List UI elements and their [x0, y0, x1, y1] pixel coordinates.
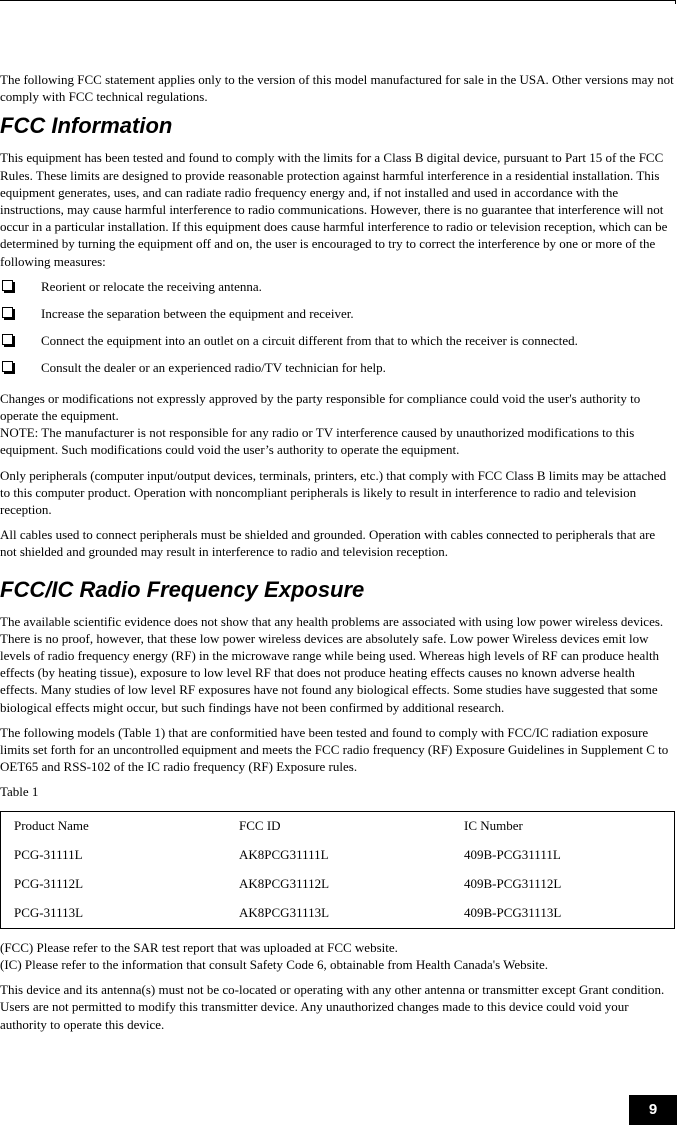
table-header-row	[1, 811, 675, 841]
list-item	[0, 305, 675, 332]
peripherals-paragraph: Only peripherals (computer input/output devices, terminals, printers, etc.) that comply with FCC Class B limits may be attached to this computer product. Operation with noncompliant peripherals is likely to result in interference to radio and television reception.	[0, 467, 667, 518]
fcc-sar-note: (FCC) Please refer to the SAR test report that was uploaded at FCC website.	[0, 939, 398, 955]
table-row	[1, 841, 675, 870]
changes-paragraph: Changes or modifications not expressly approved by the party responsible for compliance could void the user's authority to operate the equipment.	[0, 390, 641, 424]
table-row	[1, 870, 675, 899]
column-header-ic-number: IC Number	[464, 818, 523, 834]
product-name-cell: PCG-31112L	[14, 876, 84, 892]
checkbox-bullet-icon	[2, 361, 13, 372]
intro-paragraph: The following FCC statement applies only to the version of this model manufactured for sale in the USA. Other versions may not comply with FCC technical regulations.	[0, 72, 674, 105]
ic-sar-note: (IC) Please refer to the information that consult Safety Code 6, obtainable from Health Canada's Website.	[0, 956, 548, 972]
models-table	[0, 811, 675, 929]
top-rule-tick	[675, 0, 676, 4]
fcc-id-cell: AK8PCG31111L	[239, 847, 329, 863]
measure-text: Increase the separation between the equipment and receiver.	[41, 305, 354, 321]
models-paragraph: The following models (Table 1) that are conformitied have been tested and found to comply with FCC/IC radiation exposure limits set forth for an uncontrolled equipment and meets the FCC radio frequency (RF) Exposure Guidelines in Supplement C to OET65 and RSS-102 of the IC radio frequency (RF) Exposure rules.	[0, 724, 669, 775]
measure-text: Reorient or relocate the receiving antenna.	[41, 278, 262, 294]
colocation-paragraph: This device and its antenna(s) must not be co-located or operating with any other antenna or transmitter except Grant condition. Users are not permitted to modify this transmitter device. Any unauthorized changes made to this device could void your authority to operate this device.	[0, 982, 665, 1032]
rf-exposure-heading: FCC/IC Radio Frequency Exposure	[0, 576, 365, 602]
measures-list	[0, 278, 675, 386]
ic-number-cell: 409B-PCG31112L	[464, 876, 562, 892]
fcc-id-cell: AK8PCG31112L	[239, 876, 330, 892]
product-name-cell: PCG-31111L	[14, 847, 83, 863]
fcc-compliance-paragraph: This equipment has been tested and found to comply with the limits for a Class B digital device, pursuant to Part 15 of the FCC Rules. These limits are designed to provide reasonable protection against harmful interference in a residential installation. This equipment generates, uses, and can radiate radio frequency energy and, if not installed and used in accordance with the instructions, may cause harmful interference to radio communications. However, there is no guarantee that interference will not occur in a particular installation. If this equipment does cause harmful interference to radio or television reception, which can be determined by turning the equipment off and on, the user is encouraged to try to correct the interference by one or more of the following measures:	[0, 150, 668, 269]
fcc-information-heading: FCC Information	[0, 113, 173, 139]
checkbox-bullet-icon	[2, 307, 13, 318]
top-rule	[0, 0, 675, 1]
table-row	[1, 899, 675, 929]
fcc-id-cell: AK8PCG31113L	[239, 905, 330, 921]
measure-text: Consult the dealer or an experienced radio/TV technician for help.	[41, 359, 386, 375]
product-name-cell: PCG-31113L	[14, 905, 84, 921]
column-header-fcc-id: FCC ID	[239, 818, 281, 834]
checkbox-bullet-icon	[2, 280, 13, 291]
list-item	[0, 332, 675, 359]
ic-number-cell: 409B-PCG31111L	[464, 847, 561, 863]
ic-number-cell: 409B-PCG31113L	[464, 905, 562, 921]
measure-text: Connect the equipment into an outlet on a circuit different from that to which the receiver is connected.	[41, 332, 578, 348]
cables-paragraph: All cables used to connect peripherals must be shielded and grounded. Operation with cables connected to peripherals that are not shielded and grounded may result in interference to radio and television reception.	[0, 527, 656, 560]
column-header-product-name: Product Name	[14, 818, 89, 834]
note-paragraph: NOTE: The manufacturer is not responsible for any radio or TV interference caused by unauthorized modifications to this equipment. Such modifications could void the user’s authority to operate the equipment.	[0, 425, 635, 458]
scientific-evidence-paragraph: The available scientific evidence does not show that any health problems are associated with using low power wireless devices. There is no proof, however, that these low power wireless devices are absolutely safe. Low power Wireless devices emit low levels of radio frequency energy (RF) in the microwave range while being used. Whereas high levels of RF can produce health effects (by heating tissue), exposure to low level RF that does not produce heating effects causes no known adverse health effects. Many studies of low level RF exposures have not found any biological effects. Some studies have suggested that some biological effects might occur, but such findings have not been confirmed by additional research.	[0, 613, 664, 715]
page-content	[0, 71, 675, 1033]
list-item	[0, 359, 675, 386]
list-item	[0, 278, 675, 305]
page-number: 9	[629, 1095, 677, 1125]
checkbox-bullet-icon	[2, 334, 13, 345]
table-label: Table 1	[0, 784, 39, 800]
